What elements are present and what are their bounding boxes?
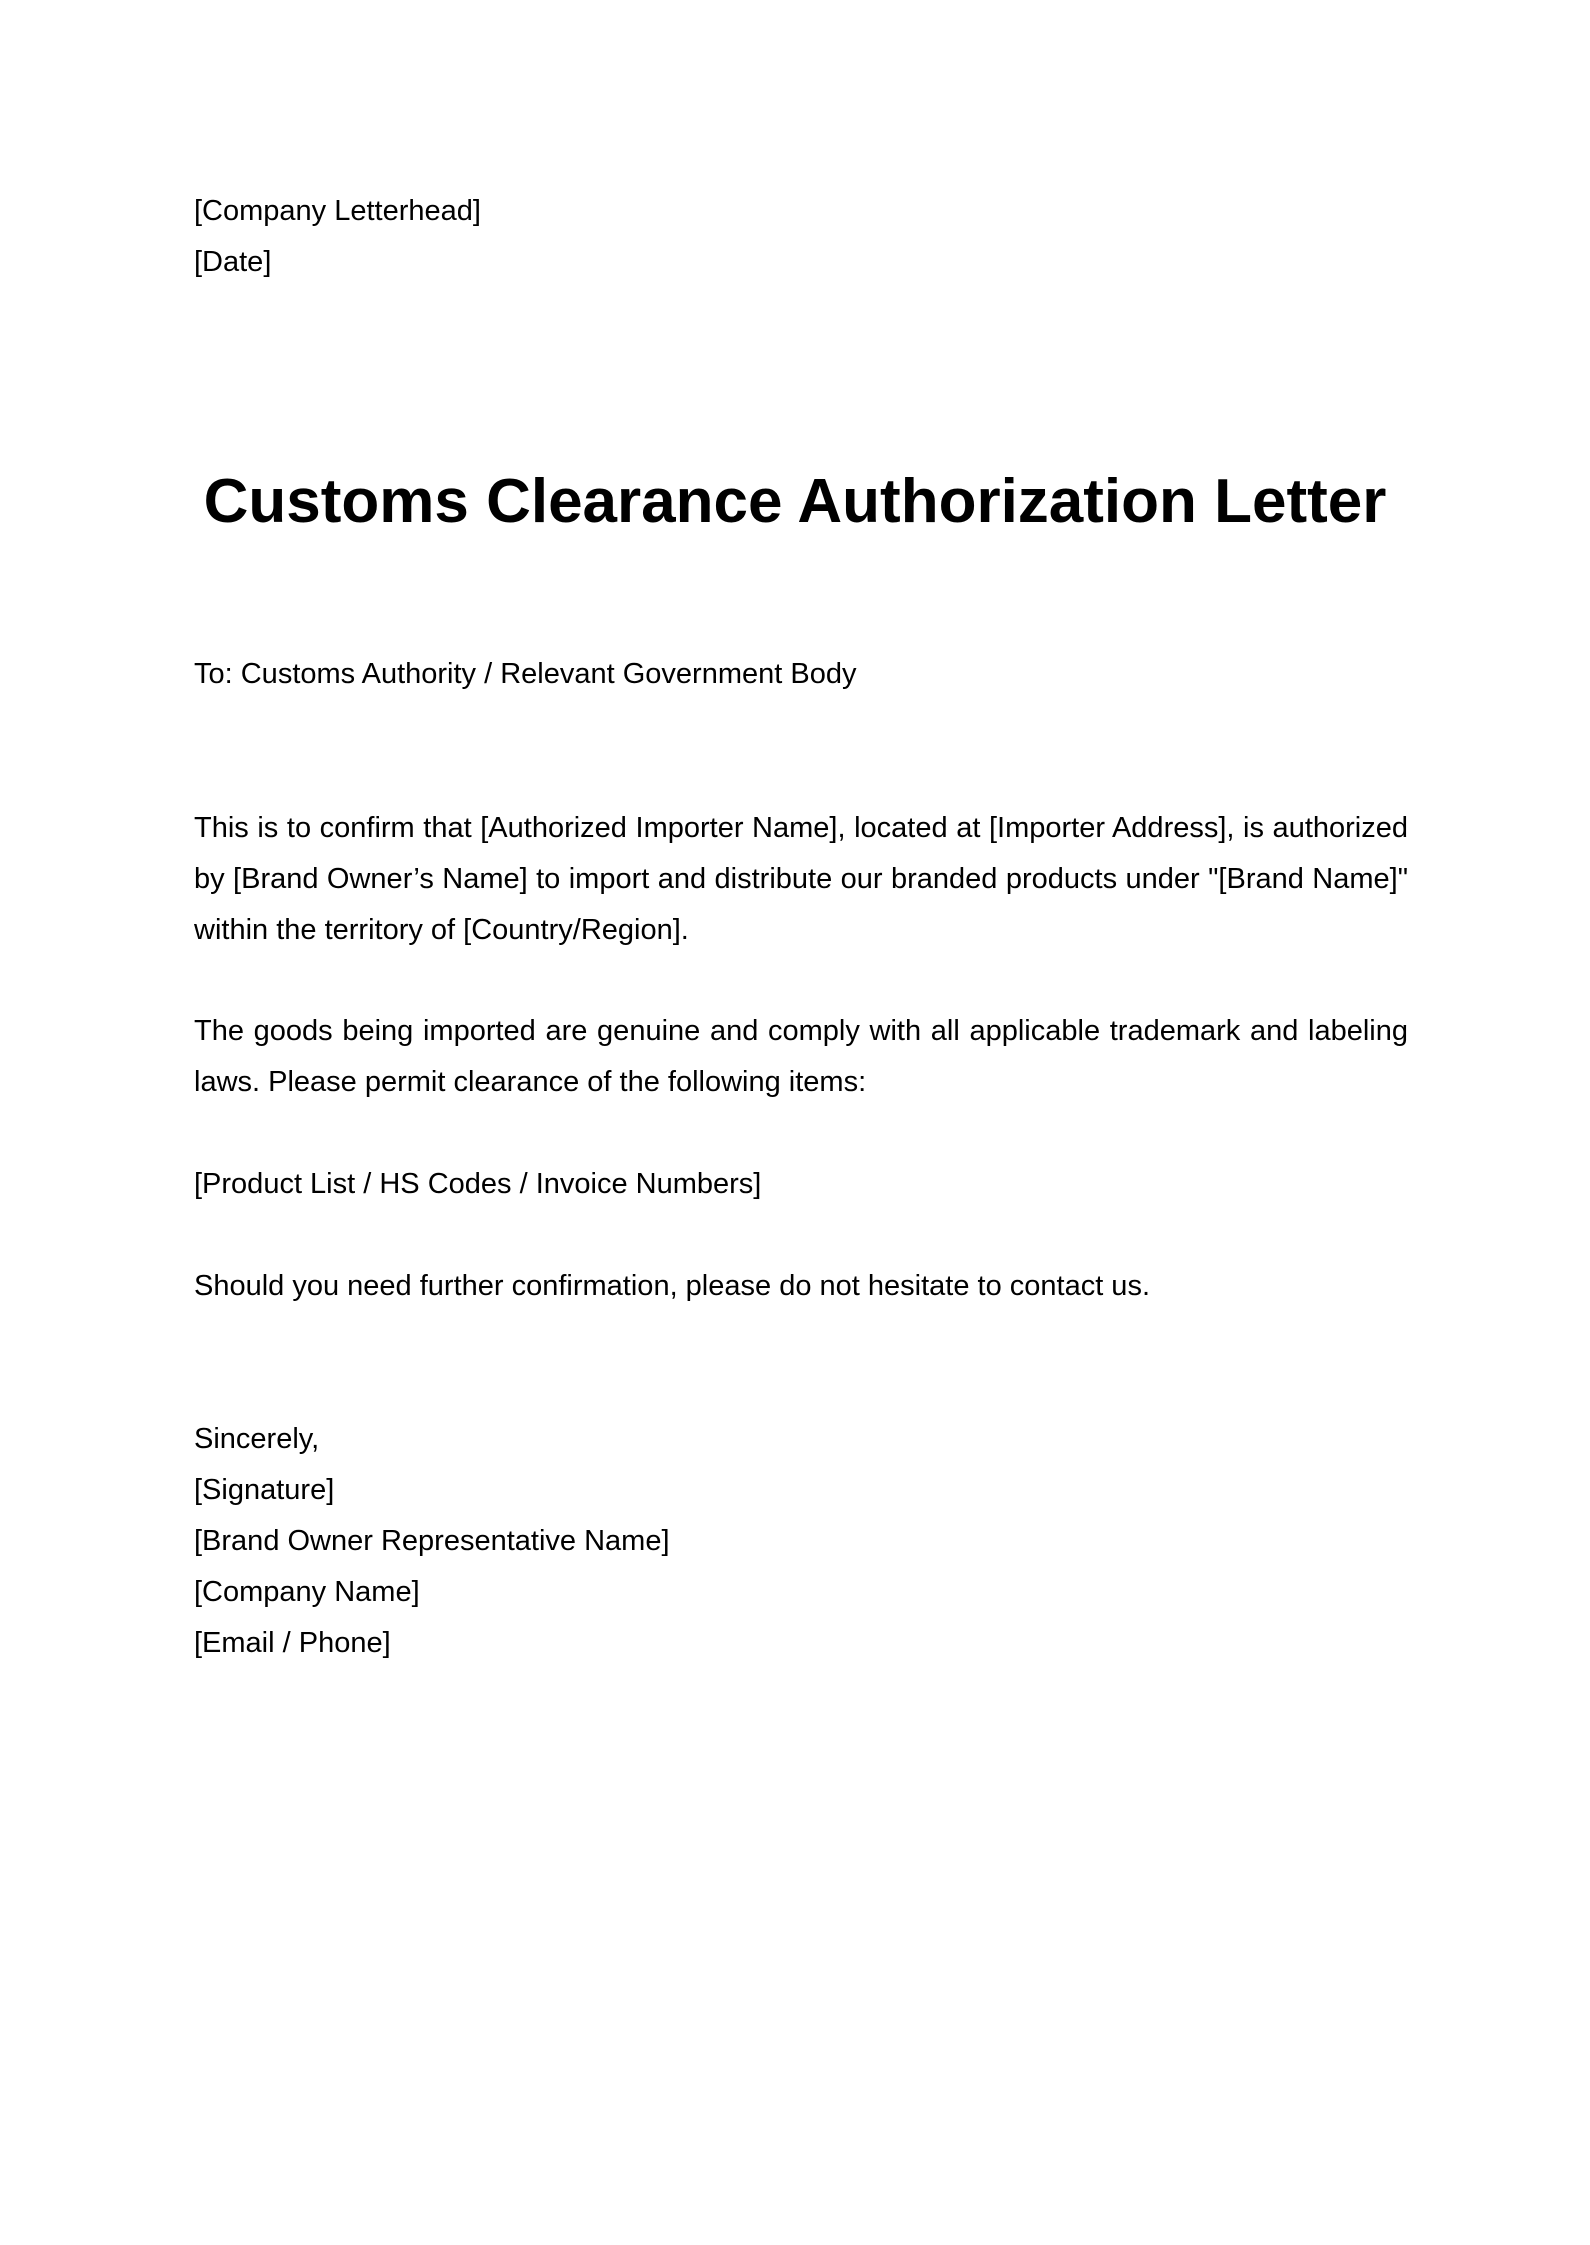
signature-block bbox=[194, 1414, 1408, 1669]
body-paragraph-1: This is to confirm that [Authorized Importer Name], located at [Importer Address], is authorized by [Brand Owner’s Name] to import and distribute our branded products under "[Brand Name]" within the territory of [Country/Region]. bbox=[194, 812, 1408, 946]
signature-placeholder: [Signature] bbox=[194, 1474, 335, 1506]
body-paragraph-2: The goods being imported are genuine and comply with all applicable trademark and labeling laws. Please permit clearance of the following items: bbox=[194, 1015, 1408, 1098]
representative-name: [Brand Owner Representative Name] bbox=[194, 1525, 670, 1557]
company-name: [Company Name] bbox=[194, 1576, 420, 1608]
letter-date: [Date] bbox=[194, 246, 272, 278]
items-placeholder: [Product List / HS Codes / Invoice Numbers] bbox=[194, 1168, 762, 1200]
page-title: Customs Clearance Authorization Letter bbox=[203, 467, 1387, 536]
letter-header bbox=[194, 186, 1408, 288]
closing-salutation: Sincerely, bbox=[194, 1423, 320, 1455]
recipient-line bbox=[194, 649, 1408, 700]
body-paragraph-3: Should you need further confirmation, please do not hesitate to contact us. bbox=[194, 1270, 1150, 1302]
company-letterhead: [Company Letterhead] bbox=[194, 195, 481, 227]
recipient-text: To: Customs Authority / Relevant Government Body bbox=[194, 658, 857, 690]
contact-info: [Email / Phone] bbox=[194, 1627, 391, 1659]
